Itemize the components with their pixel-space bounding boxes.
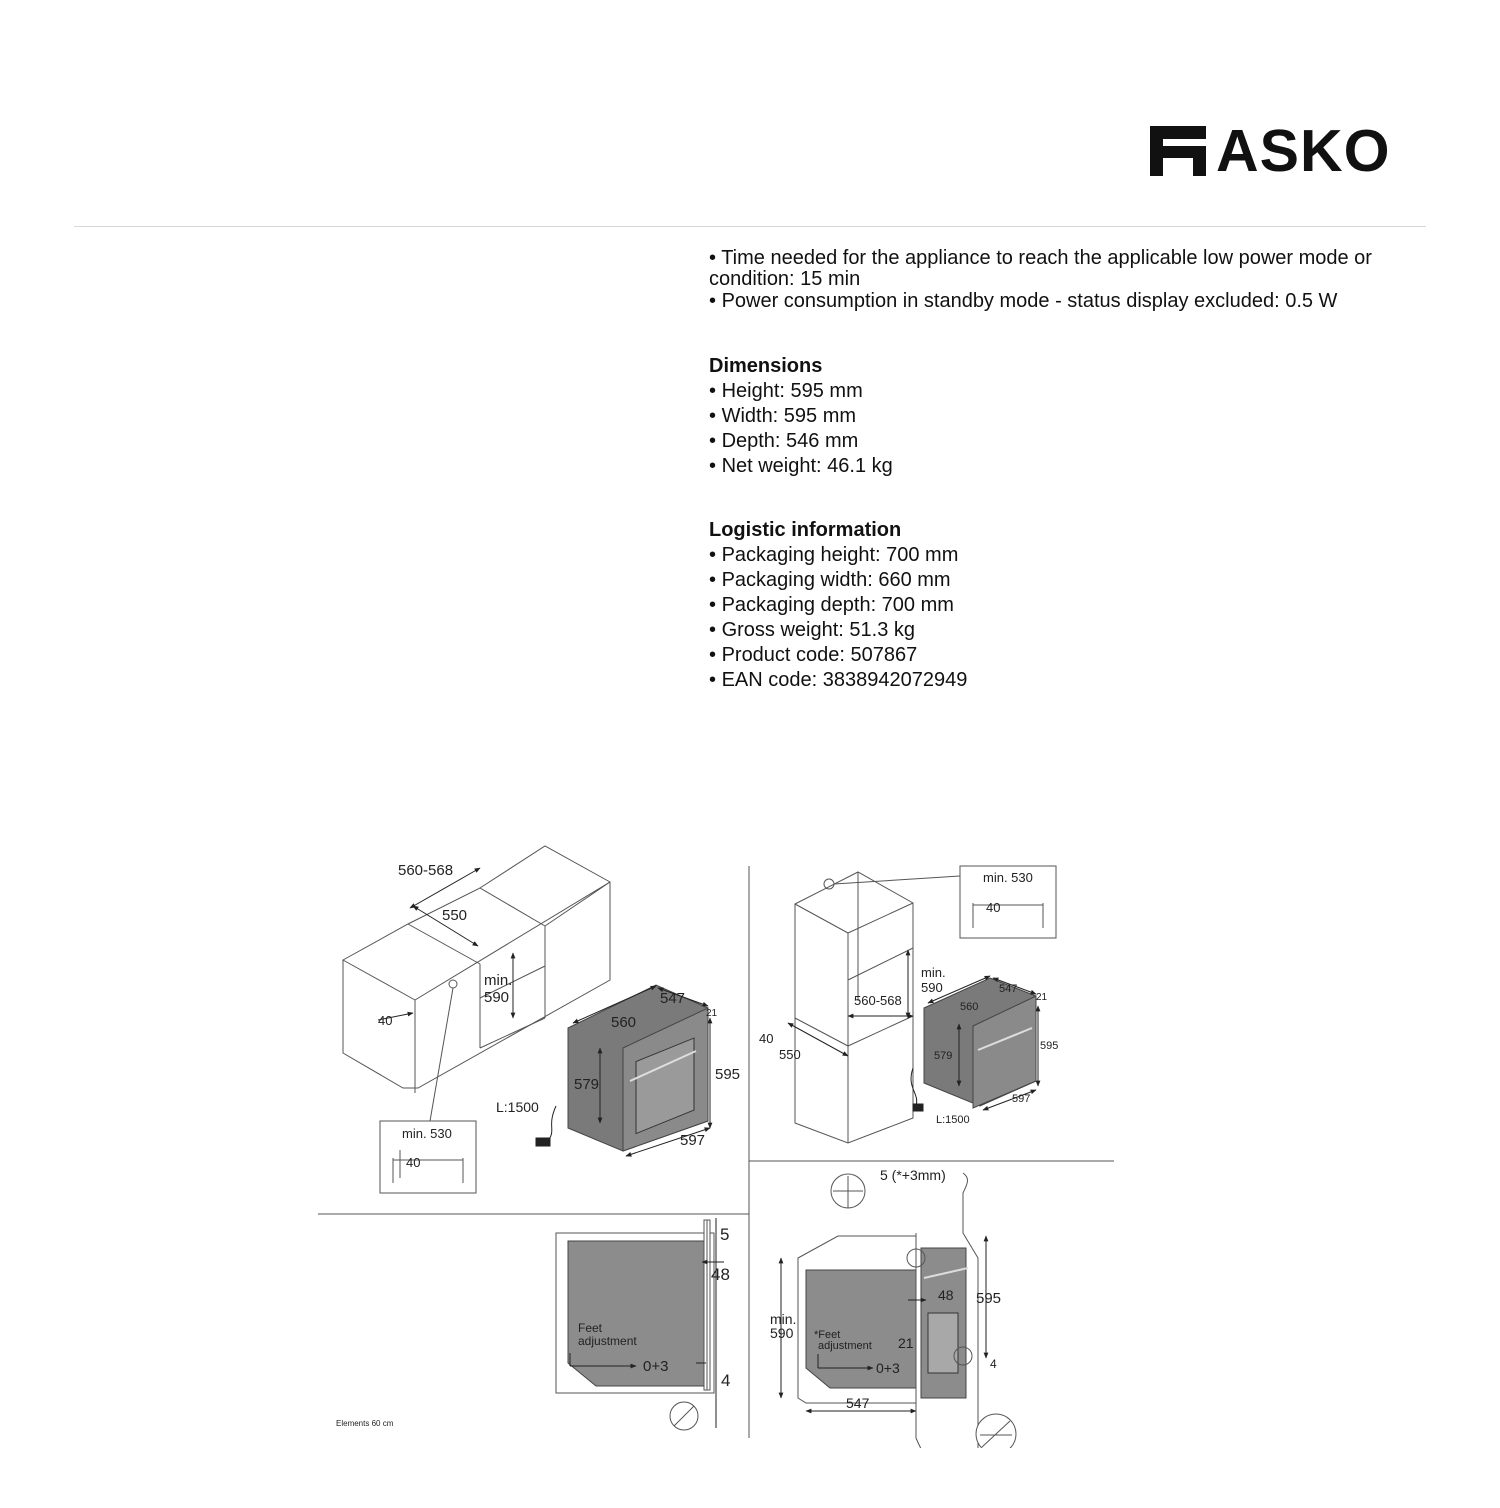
dim-label: min. xyxy=(770,1311,797,1327)
dim-label: 595 xyxy=(976,1290,1002,1307)
dim-label: L:1500 xyxy=(936,1114,970,1126)
dim-label: 590 xyxy=(484,989,510,1006)
dim-label: 4 xyxy=(721,1371,731,1390)
dim-label: 597 xyxy=(680,1132,706,1149)
top-left-view xyxy=(343,846,708,1193)
brand-logo xyxy=(1150,118,1391,184)
dim-label: min. 530 xyxy=(402,1126,452,1141)
energy-list xyxy=(709,248,1409,312)
dim-label: 48 xyxy=(938,1287,954,1303)
installation-diagram xyxy=(318,838,1118,1448)
list-item: • Packaging width: 660 mm xyxy=(709,569,951,591)
section-title: Logistic information xyxy=(709,519,902,541)
caption: Elements 60 cm xyxy=(336,1419,394,1428)
dim-label: 40 xyxy=(759,1031,774,1046)
dim-label: 5 (*+3mm) xyxy=(880,1167,946,1183)
section-title: Dimensions xyxy=(709,355,823,377)
dim-label: 547 xyxy=(846,1395,870,1411)
dim-label: 560-568 xyxy=(854,993,902,1008)
dim-label: 590 xyxy=(921,980,943,995)
dim-label: 0+3 xyxy=(643,1358,669,1375)
dim-label: 550 xyxy=(779,1047,801,1062)
dim-label: adjustment xyxy=(818,1340,872,1352)
dim-label: 579 xyxy=(934,1050,953,1062)
dim-label: 0+3 xyxy=(876,1360,900,1376)
dim-label: 547 xyxy=(999,983,1018,995)
dim-label: *Feet xyxy=(814,1329,841,1341)
list-item: • Power consumption in standby mode - status display excluded: 0.5 W xyxy=(709,290,1338,312)
dim-label: 21 xyxy=(1036,992,1048,1003)
dim-label: adjustment xyxy=(578,1334,637,1348)
list-item: • EAN code: 3838942072949 xyxy=(709,669,968,691)
list-item: • Gross weight: 51.3 kg xyxy=(709,619,915,641)
list-item: • Width: 595 mm xyxy=(709,405,857,427)
header-divider xyxy=(74,226,1426,227)
installation-drawing xyxy=(318,838,1118,1448)
dim-label: 40 xyxy=(406,1155,421,1170)
bottom-right-view xyxy=(798,1173,1016,1448)
list-item: • Product code: 507867 xyxy=(709,644,918,666)
dim-label: 40 xyxy=(378,1013,393,1028)
list-item: • Net weight: 46.1 kg xyxy=(709,455,893,477)
dim-label: 48 xyxy=(711,1265,730,1284)
dim-label: 4 xyxy=(990,1357,997,1371)
dim-label: 5 xyxy=(720,1225,730,1244)
dimensions-section xyxy=(709,354,1409,479)
list-item: • Time needed for the appliance to reach the applicable low power mode or condition: 15 min xyxy=(709,247,1372,290)
dim-label: 21 xyxy=(898,1335,914,1351)
dim-label: 597 xyxy=(1012,1093,1031,1105)
dim-label: 579 xyxy=(574,1076,600,1093)
dim-label: 595 xyxy=(715,1066,741,1083)
dim-label: L:1500 xyxy=(496,1099,539,1115)
asko-mark-icon xyxy=(1150,126,1206,176)
dim-label: 21 xyxy=(706,1008,718,1019)
logistic-section xyxy=(709,518,1409,693)
dim-label: min. 530 xyxy=(983,870,1033,885)
brand-name: ASKO xyxy=(1216,118,1391,184)
dim-label: 547 xyxy=(660,990,686,1007)
dim-label: 595 xyxy=(1040,1040,1059,1052)
list-item: • Packaging depth: 700 mm xyxy=(709,594,954,616)
dim-label: 40 xyxy=(986,900,1001,915)
list-item: • Depth: 546 mm xyxy=(709,430,859,452)
dim-label: min. xyxy=(921,965,946,980)
dim-label: 590 xyxy=(770,1325,794,1341)
dim-label: Feet xyxy=(578,1321,603,1335)
list-item: • Packaging height: 700 mm xyxy=(709,544,959,566)
dim-label: 560 xyxy=(611,1014,637,1031)
dim-label: min. xyxy=(484,972,513,989)
dim-label: 550 xyxy=(442,907,468,924)
dim-label: 560-568 xyxy=(398,862,454,879)
spec-list xyxy=(709,248,1409,693)
dim-label: 560 xyxy=(960,1001,979,1013)
list-item: • Height: 595 mm xyxy=(709,380,863,402)
